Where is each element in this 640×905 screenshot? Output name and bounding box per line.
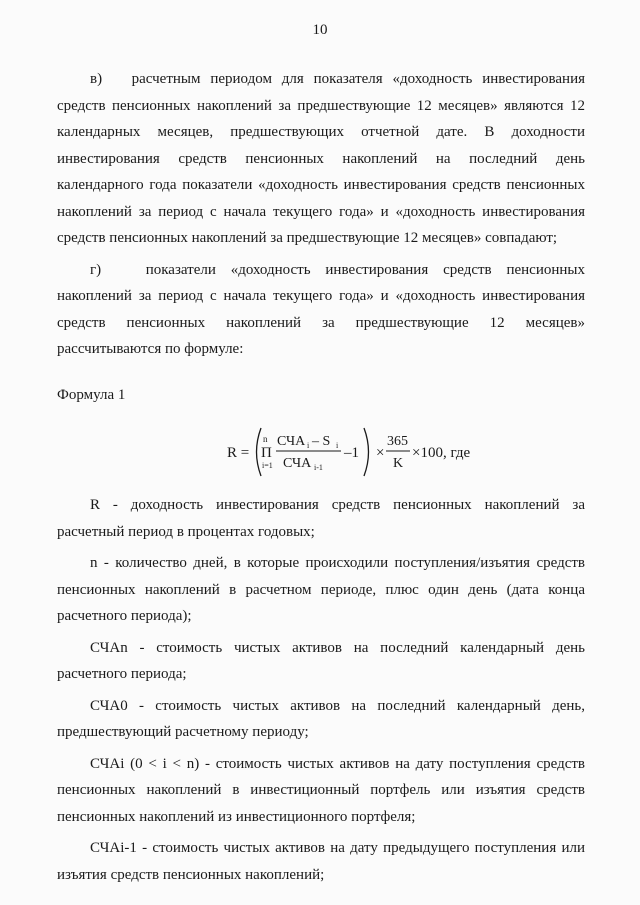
definition-term: СЧАi (0 < i < n)	[90, 755, 200, 772]
numerator-s-sub: i	[336, 441, 339, 450]
paragraph-v	[57, 66, 585, 252]
definition-scha-n	[57, 635, 585, 688]
definition-r	[57, 492, 585, 545]
paragraph-v-text: расчетным периодом для показателя «доходность инвестирования средств пенсионных накоплений за предшествующие 12 месяцев» являются 12 календарных месяцев, предшествующих отчетной дате. В доходности инвестирования средств пенсионных накоплений на последний день календарного года показатели «доходность инвестирования средств пенсионных накоплений за период с начала текущего года» и «доходность инвестирования средств пенсионных накоплений за предшествующие 12 месяцев» совпадают;	[57, 71, 586, 246]
formula-lhs: R =	[227, 445, 250, 461]
definition-term: R	[90, 497, 101, 513]
definition-text: - стоимость чистых активов на последний календарный день расчетного периода;	[57, 639, 586, 682]
paragraph-v-label: в)	[90, 71, 103, 87]
paragraph-g	[57, 257, 585, 363]
document-body	[57, 66, 585, 888]
paragraph-g-label: г)	[90, 261, 102, 278]
fraction2-numerator: 365	[387, 434, 408, 449]
formula-1	[227, 420, 585, 484]
definition-n	[57, 550, 585, 630]
definition-term: СЧАi-1	[90, 840, 137, 856]
numerator-base: СЧА	[277, 434, 306, 449]
definition-term: СЧА0	[90, 697, 128, 714]
definition-scha-i-1	[57, 835, 585, 888]
denominator-sub: i-1	[314, 463, 323, 472]
formula-svg	[227, 420, 487, 484]
definition-scha-i	[57, 751, 585, 831]
prod-upper-limit: n	[263, 434, 268, 444]
definition-term: n	[90, 555, 98, 571]
fraction2-denominator: K	[393, 456, 404, 471]
formula-label: Формула 1	[57, 386, 126, 403]
definition-text: - стоимость чистых активов на дату поступления средств пенсионных накоплений в инвестиционный портфель или изъятия средств пенсионных накоплений из инвестиционного портфеля;	[57, 755, 585, 825]
times-symbol: ×	[376, 445, 385, 461]
definition-text: - стоимость чистых активов на дату предыдущего поступления или изъятия средств пенсионных накоплений;	[57, 840, 585, 883]
page-number: 10	[312, 22, 328, 38]
formula-tail: ×100, где	[412, 445, 471, 461]
numerator-minus-s: – S	[312, 434, 331, 449]
paragraph-g-text: показатели «доходность инвестирования средств пенсионных накоплений за период с начала текущего года» и «доходность инвестирования средств пенсионных накоплений за предшествующие 12 месяцев» рассчитываются по формуле:	[57, 261, 585, 357]
definition-term: СЧАn	[90, 639, 128, 656]
denominator-base: СЧА	[283, 456, 312, 471]
definition-text: - доходность инвестирования средств пенсионных накоплений за расчетный период в процентах годовых;	[57, 497, 585, 540]
definition-text: - стоимость чистых активов на последний календарный день, предшествующий расчетному периоду;	[57, 697, 586, 740]
right-paren	[364, 428, 369, 476]
prod-lower-limit: i=1	[262, 461, 273, 470]
numerator-sub: i	[307, 441, 310, 450]
product-symbol: П	[261, 445, 272, 461]
definition-text: - количество дней, в которые происходили поступления/изъятия средств пенсионных накоплений в расчетном периоде, плюс один день (дата конца расчетного периода);	[57, 555, 586, 624]
minus-one: –1	[344, 445, 359, 461]
definition-scha-0	[57, 693, 585, 746]
